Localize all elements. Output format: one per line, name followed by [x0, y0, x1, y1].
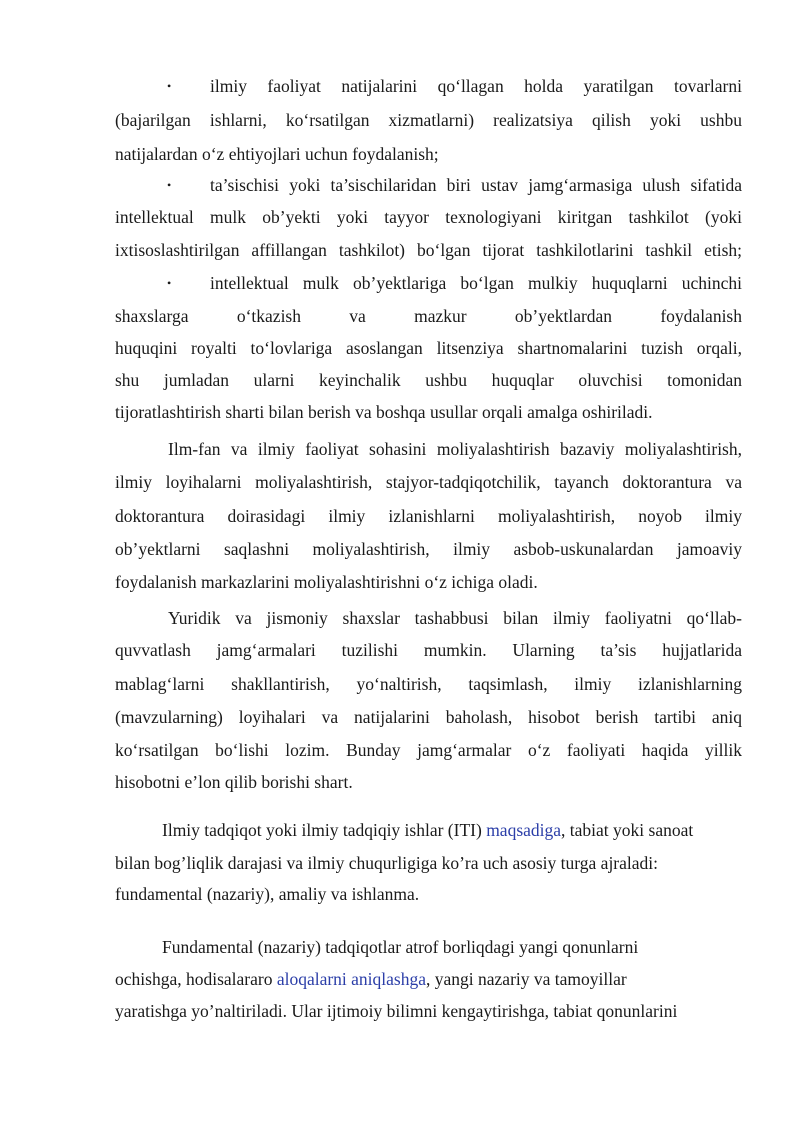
aloqalarni-aniqlashga-link[interactable]: aloqalarni aniqlashga: [276, 969, 427, 989]
text-line: [162, 820, 742, 840]
text-line: mablag‘larni shakllantirish, yo‘naltirish, taqsimlash, ilmiy izlanishlarning: [115, 674, 742, 694]
text-line: intellektual mulk ob’yektlariga bo‘lgan mulkiy huquqlarni uchinchi: [210, 273, 742, 293]
text-line: ilmiy faoliyat natijalarini qo‘llagan holda yaratilgan tovarlarni: [210, 76, 742, 96]
text-line: foydalanish markazlarini moliyalashtirishni o‘z ichiga oladi.: [115, 572, 538, 592]
text-line: ilmiy loyihalarni moliyalashtirish, stajyor-tadqiqotchilik, tayanch doktorantura va: [115, 472, 742, 492]
text-line: huquqini royalti to‘lovlariga asoslangan litsenziya shartnomalarini tuzish orqali,: [115, 338, 742, 358]
text-line: intellektual mulk ob’yekti yoki tayyor texnologiyani kiritgan tashkilot (yoki: [115, 207, 742, 227]
text-line: bilan bog’liqlik darajasi va ilmiy chuqurligiga ko’ra uch asosiy turga ajraladi:: [115, 853, 659, 873]
text-line: Ilm-fan va ilmiy faoliyat sohasini moliyalashtirish bazaviy moliyalashtirish,: [168, 439, 742, 459]
text-line: shu jumladan ularni keyinchalik ushbu huquqlar oluvchisi tomonidan: [115, 370, 742, 390]
text-line: doktorantura doirasidagi ilmiy izlanishlarni moliyalashtirish, noyob ilmiy: [115, 506, 742, 526]
text-span: , yangi nazariy va tamoyillar: [426, 969, 627, 989]
text-line: Fundamental (nazariy) tadqiqotlar atrof borliqdagi yangi qonunlarni: [162, 937, 639, 957]
text-span: Ilmiy tadqiqot yoki ilmiy tadqiqiy ishlar (ITI): [162, 820, 487, 840]
text-line: natijalardan o‘z ehtiyojlari uchun foydalanish;: [115, 144, 439, 164]
text-line: ob’yektlarni saqlashni moliyalashtirish, ilmiy asbob-uskunalardan jamoaviy: [115, 539, 742, 559]
text-line: Yuridik va jismoniy shaxslar tashabbusi bilan ilmiy faoliyatni qo‘llab-: [168, 608, 742, 628]
text-line: (bajarilgan ishlarni, ko‘rsatilgan xizmatlarni) realizatsiya qilish yoki ushbu: [115, 110, 742, 130]
text-line: ixtisoslashtirilgan affillangan tashkilot) bo‘lgan tijorat tashkilotlarini tashkil etish;: [115, 240, 742, 260]
text-line: yaratishga yo’naltiriladi. Ular ijtimoiy bilimni kengaytirishga, tabiat qonunlarini: [115, 1001, 678, 1021]
maqsadiga-link[interactable]: maqsadiga: [486, 820, 562, 840]
text-line: [115, 969, 742, 989]
text-line: hisobotni e’lon qilib borishi shart.: [115, 772, 353, 792]
text-line: tijoratlashtirish sharti bilan berish va boshqa usullar orqali amalga oshiriladi.: [115, 402, 653, 422]
bullet-mark: •: [167, 178, 172, 192]
text-line: quvvatlash jamg‘armalari tuzilishi mumkin. Ularning ta’sis hujjatlarida: [115, 640, 742, 660]
text-line: ta’sischisi yoki ta’sischilaridan biri ustav jamg‘armasiga ulush sifatida: [210, 175, 742, 195]
text-line: (mavzularning) loyihalari va natijalarini baholash, hisobot berish tartibi aniq: [115, 707, 742, 727]
text-line: shaxslarga o‘tkazish va mazkur ob’yektlardan foydalanish: [115, 306, 742, 326]
text-line: ko‘rsatilgan bo‘lishi lozim. Bunday jamg‘armalar o‘z faoliyati haqida yillik: [115, 740, 742, 760]
text-span: , tabiat yoki sanoat: [561, 820, 694, 840]
bullet-mark: •: [167, 276, 172, 290]
text-line: fundamental (nazariy), amaliy va ishlanma.: [115, 884, 420, 904]
text-span: ochishga, hodisalararo: [115, 969, 277, 989]
bullet-mark: •: [167, 79, 172, 93]
